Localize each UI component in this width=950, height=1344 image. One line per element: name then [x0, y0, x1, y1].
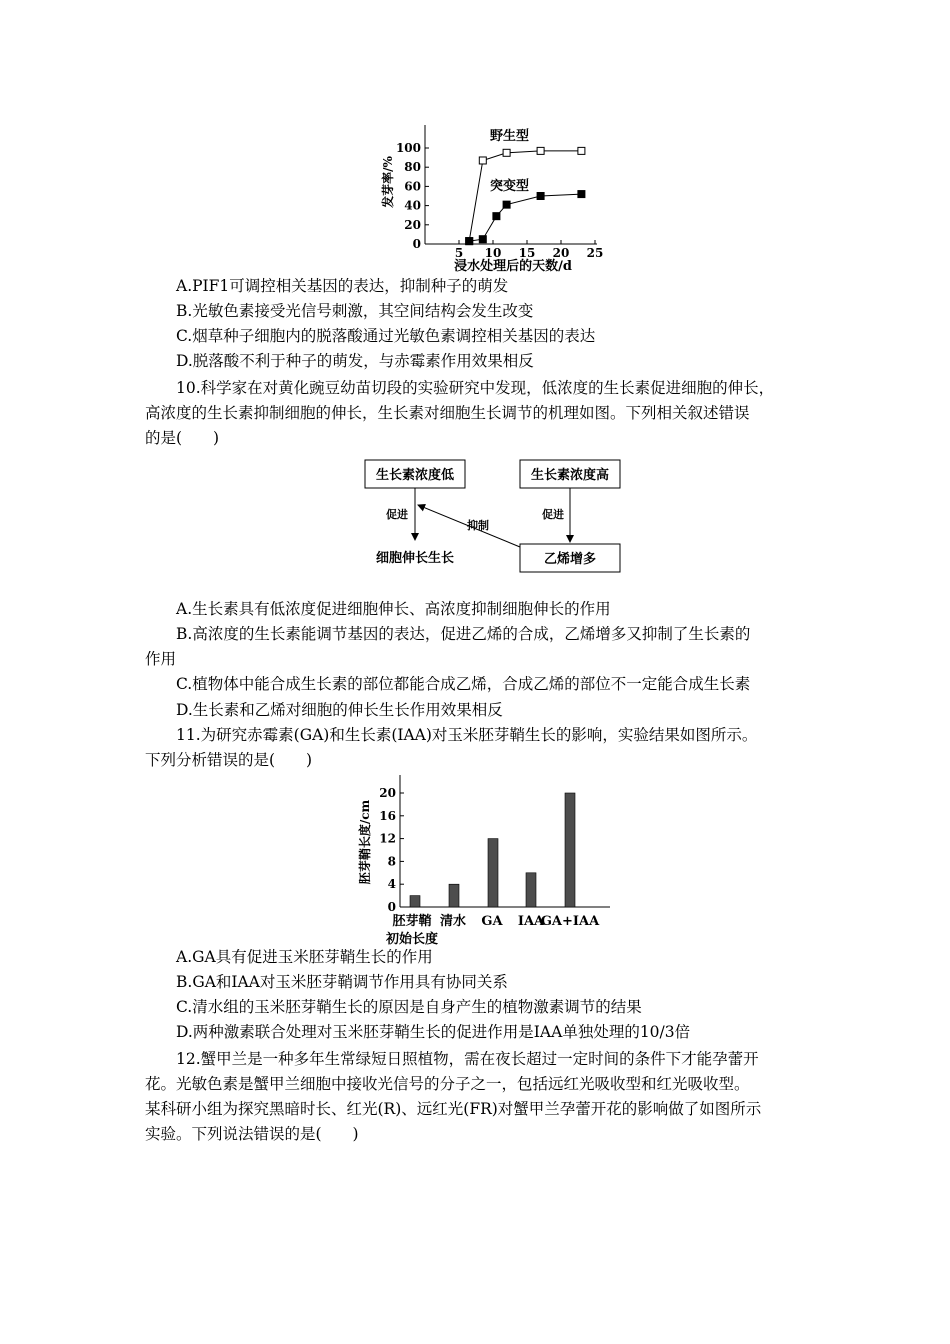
q9-option-b: B.光敏色素接受光信号刺激，其空间结构会发生改变	[176, 302, 534, 320]
x-tick-label: 15	[518, 246, 536, 260]
bar-1	[449, 884, 459, 907]
q10-option-b-line1: B.高浓度的生长素能调节基因的表达，促进乙烯的合成，乙烯增多又抑制了生长素的	[176, 625, 751, 643]
y-axis-label: 发芽率/%	[381, 156, 395, 208]
promote-right-label: 促进	[542, 508, 564, 521]
series-line-mutant	[469, 194, 581, 241]
cell-growth-label: 细胞伸长生长	[375, 551, 455, 566]
category-ga-iaa: GA+IAA	[540, 914, 600, 929]
category-water: 清水	[439, 914, 467, 929]
mutant-point	[493, 213, 500, 220]
y-tick-label: 40	[404, 198, 421, 213]
y-axis-label: 胚芽鞘长度/cm	[358, 799, 372, 885]
x-tick-label: 25	[586, 246, 604, 260]
inhibit-label: 抑制	[467, 519, 489, 532]
q11-option-b: B.GA和IAA对玉米胚芽鞘调节作用具有协同关系	[176, 973, 508, 991]
category-initial-line1: 胚芽鞘	[392, 914, 432, 929]
wild-point	[503, 149, 510, 156]
box-low-auxin-label: 生长素浓度低	[375, 468, 455, 483]
x-tick-label: 5	[454, 246, 464, 260]
y-tick-label: 100	[395, 141, 421, 155]
category-initial-line2: 初始长度	[385, 932, 439, 947]
mutant-point	[479, 236, 486, 243]
q10-option-c: C.植物体中能合成生长素的部位都能合成乙烯，合成乙烯的部位不一定能合成生长素	[176, 675, 751, 693]
x-axis-label: 浸水处理后的天数/d	[454, 259, 572, 274]
y-tick-label: 0	[412, 237, 421, 251]
q11-option-c: C.清水组的玉米胚芽鞘生长的原因是自身产生的植物激素调节的结果	[176, 998, 642, 1016]
mutant-point	[503, 201, 510, 208]
q10-option-a: A.生长素具有低浓度促进细胞伸长、高浓度抑制细胞伸长的作用	[176, 600, 611, 618]
y-tick-label: 8	[387, 854, 396, 869]
q12-stem-line2: 花。光敏色素是蟹甲兰细胞中接收光信号的分子之一，包括远红光吸收型和红光吸收型。	[145, 1075, 750, 1093]
q11-option-a: A.GA具有促进玉米胚芽鞘生长的作用	[176, 948, 433, 966]
q9-option-d: D.脱落酸不利于种子的萌发，与赤霉素作用效果相反	[176, 352, 534, 370]
y-tick-label: 60	[404, 179, 421, 194]
q11-stem-line2: 下列分析错误的是( )	[145, 751, 313, 769]
q10-stem-line1: 10.科学家在对黄化豌豆幼苗切段的实验研究中发现，低浓度的生长素促进细胞的伸长，	[176, 379, 775, 397]
y-tick-label: 16	[379, 808, 396, 823]
wild-point	[578, 147, 585, 154]
y-tick-label: 12	[379, 831, 396, 846]
y-tick-label: 80	[404, 160, 421, 175]
y-tick-label: 20	[379, 786, 396, 800]
category-iaa: IAA	[517, 914, 545, 929]
mutant-point	[466, 238, 473, 245]
mutant-point	[578, 191, 585, 198]
q9-option-a: A.PIF1可调控相关基因的表达，抑制种子的萌发	[176, 277, 509, 295]
legend-mutant-type: 突变型	[490, 179, 530, 194]
q10-stem-line3: 的是( )	[145, 429, 220, 447]
box-high-auxin-label: 生长素浓度高	[530, 468, 610, 483]
wild-point	[479, 157, 486, 164]
x-tick-label: 10	[484, 246, 502, 260]
q11-option-d: D.两种激素联合处理对玉米胚芽鞘生长的促进作用是IAA单独处理的10/3倍	[176, 1023, 691, 1041]
y-tick-label: 20	[404, 217, 421, 232]
q10-option-b-line2: 作用	[145, 650, 177, 668]
q9-option-c: C.烟草种子细胞内的脱落酸通过光敏色素调控相关基因的表达	[176, 327, 596, 345]
q12-stem-line4: 实验。下列说法错误的是( )	[145, 1125, 359, 1143]
legend-wild-type: 野生型	[490, 129, 530, 144]
box-ethylene-label: 乙烯增多	[543, 552, 597, 567]
q12-stem-line1: 12.蟹甲兰是一种多年生常绿短日照植物，需在夜长超过一定时间的条件下才能孕蕾开	[176, 1050, 759, 1068]
bar-4	[565, 793, 575, 907]
q11-stem-line1: 11.为研究赤霉素(GA)和生长素(IAA)对玉米胚芽鞘生长的影响，实验结果如图所示。	[176, 726, 758, 744]
promote-left-label: 促进	[386, 508, 408, 521]
y-tick-label: 4	[387, 877, 396, 892]
x-tick-label: 20	[552, 246, 570, 260]
germination-chart	[375, 120, 605, 275]
auxin-ethylene-diagram	[360, 455, 630, 580]
category-ga: GA	[481, 914, 503, 929]
bar-0	[410, 896, 420, 907]
y-tick-label: 0	[387, 900, 396, 914]
coleoptile-bar-chart	[355, 770, 615, 948]
wild-point	[537, 147, 544, 154]
q10-stem-line2: 高浓度的生长素抑制细胞的伸长，生长素对细胞生长调节的机理如图。下列相关叙述错误	[145, 404, 750, 422]
q10-option-d: D.生长素和乙烯对细胞的伸长生长作用效果相反	[176, 701, 503, 719]
bar-2	[488, 839, 498, 907]
mutant-point	[537, 193, 544, 200]
q12-stem-line3: 某科研小组为探究黑暗时长、红光(R)、远红光(FR)对蟹甲兰孕蕾开花的影响做了如图所示	[145, 1100, 762, 1118]
bar-3	[526, 873, 536, 907]
